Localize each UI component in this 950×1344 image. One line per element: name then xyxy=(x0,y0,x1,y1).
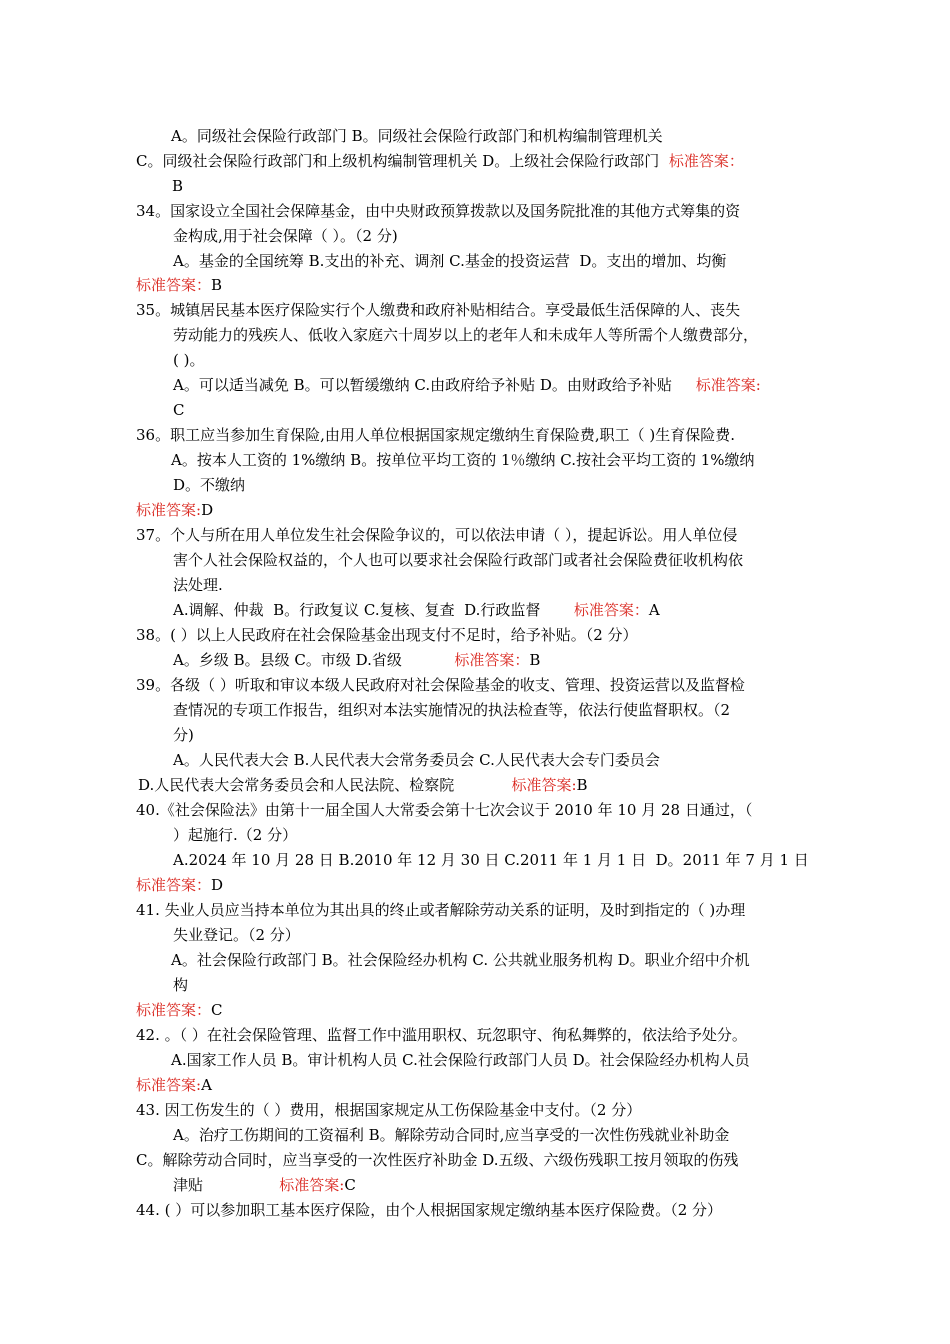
text-line xyxy=(171,950,750,970)
line-text: 42. 。（ ）在社会保险管理、监督工作中滥用职权、玩忽职守、徇私舞弊的，依法给予处分。 xyxy=(136,1026,747,1044)
text-line xyxy=(136,275,222,295)
answer-label: 标准答案： xyxy=(136,876,212,894)
text-line xyxy=(173,1175,356,1195)
text-line xyxy=(136,500,213,520)
text-line xyxy=(136,1100,641,1120)
text-line xyxy=(173,400,184,420)
line-text: D.人民代表大会常务委员会和人民法院、检察院 xyxy=(138,776,460,794)
text-line xyxy=(173,475,245,495)
text-line xyxy=(173,600,660,620)
line-text: A。人民代表大会 B.人民代表大会常务委员会 C.人民代表大会专门委员会 xyxy=(173,751,660,769)
line-text: 查情况的专项工作报告，组织对本法实施情况的执法检查等，依法行使监督职权。（2 xyxy=(173,701,731,719)
line-text: 41. 失业人员应当持本单位为其出具的终止或者解除劳动关系的证明，及时到指定的（ )办理 xyxy=(136,901,746,919)
text-line xyxy=(136,625,638,645)
answer-label: 标准答案： xyxy=(406,651,530,669)
text-line xyxy=(136,1025,747,1045)
text-line xyxy=(136,525,737,545)
line-text: A。可以适当减免 B。可以暂缓缴纳 C.由政府给予补贴 D。由财政给予补贴 xyxy=(173,376,677,394)
line-text: 34。国家设立全国社会保障基金，由中央财政预算拨款以及国务院批准的其他方式筹集的资 xyxy=(136,202,741,220)
text-line xyxy=(136,1200,722,1220)
text-line xyxy=(136,1150,739,1170)
text-line xyxy=(173,251,726,271)
line-text: 38。( ）以上人民政府在社会保险基金出现支付不足时，给予补贴。（2 分） xyxy=(136,626,638,644)
text-line xyxy=(136,425,735,445)
text-line xyxy=(136,151,744,171)
line-text: B xyxy=(529,651,541,669)
text-line xyxy=(136,300,740,320)
line-text: 失业登记。（2 分） xyxy=(173,926,300,944)
line-text: A。同级社会保险行政部门 B。同级社会保险行政部门和机构编制管理机关 xyxy=(171,127,663,145)
line-text: ）起施行.（2 分） xyxy=(173,826,298,844)
text-line xyxy=(173,575,223,595)
line-text: C。解除劳动合同时，应当享受的一次性医疗补助金 D.五级、六级伤残职工按月领取的伤残 xyxy=(136,1151,739,1169)
line-text: 分) xyxy=(173,726,194,744)
text-line xyxy=(173,325,758,345)
line-text: 法处理. xyxy=(173,576,223,594)
text-line xyxy=(173,975,188,995)
line-text: C xyxy=(344,1176,356,1194)
text-line xyxy=(173,226,398,246)
line-text: 44. ( ）可以参加职工基本医疗保险，由个人根据国家规定缴纳基本医疗保险费。（2 分） xyxy=(136,1201,723,1219)
text-line xyxy=(136,1000,223,1020)
line-text: 津贴 xyxy=(173,1176,208,1194)
answer-label: 标准答案： xyxy=(136,1001,212,1019)
line-text: A xyxy=(648,601,660,619)
line-text: C xyxy=(173,401,185,419)
text-line xyxy=(171,450,755,470)
line-text: ( )。 xyxy=(173,351,205,369)
line-text: A.国家工作人员 B。审计机构人员 C.社会保险行政部门人员 D。社会保险经办机构人员 xyxy=(171,1051,750,1069)
answer-label: 标准答案: xyxy=(459,776,577,794)
answer-label: 标准答案： xyxy=(136,276,212,294)
line-text: 43. 因工伤发生的（ ）费用，根据国家规定从工伤保险基金中支付。（2 分） xyxy=(136,1101,642,1119)
text-line xyxy=(172,176,183,196)
line-text: B xyxy=(211,276,223,294)
text-line xyxy=(173,725,194,745)
text-line xyxy=(136,201,740,221)
text-line xyxy=(173,850,809,870)
line-text: 构 xyxy=(173,976,189,994)
line-text: 35。城镇居民基本医疗保险实行个人缴费和政府补贴相结合。享受最低生活保障的人、丧失 xyxy=(136,301,741,319)
line-text: D。不缴纳 xyxy=(173,476,246,494)
line-text: C。同级社会保险行政部门和上级机构编制管理机关 D。上级社会保险行政部门 xyxy=(136,152,665,170)
answer-label: 标准答案: xyxy=(207,1176,345,1194)
line-text: 39。各级（ ）听取和审议本级人民政府对社会保险基金的收支、管理、投资运营以及监督检 xyxy=(136,676,745,694)
text-line xyxy=(173,925,300,945)
line-text: A.调解、仲裁 B。行政复议 C.复核、复查 D.行政监督 xyxy=(173,601,546,619)
text-line xyxy=(136,800,752,820)
line-text: B xyxy=(576,776,588,794)
line-text: C xyxy=(211,1001,223,1019)
line-text: 金构成,用于社会保障（ ）。（2 分) xyxy=(173,227,398,245)
text-line xyxy=(136,1075,212,1095)
answer-label: 标准答案: xyxy=(136,1076,202,1094)
line-text: A。治疗工伤期间的工资福利 B。解除劳动合同时,应当享受的一次性伤残就业补助金 xyxy=(173,1126,730,1144)
line-text: 害个人社会保险权益的，个人也可以要求社会保险行政部门或者社会保险费征收机构依 xyxy=(173,551,744,569)
text-line xyxy=(136,900,745,920)
answer-label: 标准答案: xyxy=(676,376,761,394)
text-line xyxy=(173,650,540,670)
line-text: A。按本人工资的 1%缴纳 B。按单位平均工资的 1％缴纳 C.按社会平均工资的 1%缴纳 xyxy=(171,451,755,469)
line-text: A.2024 年 10 月 28 日 B.2010 年 12 月 30 日 C.2011 年 1 月 1 日 D。2011 年 7 月 1 日 xyxy=(173,851,809,869)
line-text: 40.《社会保险法》由第十一届全国人大常委会第十七次会议于 2010 年 10 月 28 日通过，（ xyxy=(136,801,753,819)
text-line xyxy=(171,1050,750,1070)
text-line xyxy=(136,875,223,895)
line-text: B xyxy=(172,177,184,195)
line-text: 37。个人与所在用人单位发生社会保险争议的，可以依法申请（ ），提起诉讼。用人单位侵 xyxy=(136,526,738,544)
answer-label: 标准答案： xyxy=(664,152,744,170)
answer-label: 标准答案： xyxy=(545,601,649,619)
line-text: D xyxy=(201,501,214,519)
text-line xyxy=(173,700,730,720)
text-line xyxy=(173,550,743,570)
line-text: 劳动能力的残疾人、低收入家庭六十周岁以上的老年人和未成年人等所需个人缴费部分， xyxy=(173,326,759,344)
answer-label: 标准答案: xyxy=(136,501,202,519)
text-line xyxy=(173,750,660,770)
text-line xyxy=(173,825,297,845)
line-text: A。社会保险行政部门 B。社会保险经办机构 C. 公共就业服务机构 D。职业介绍中介机 xyxy=(171,951,750,969)
line-text: D xyxy=(211,876,224,894)
line-text: 36。职工应当参加生育保险,由用人单位根据国家规定缴纳生育保险费,职工（ )生育保险费. xyxy=(136,426,736,444)
line-text: A。基金的全国统筹 B.支出的补充、调剂 C.基金的投资运营 D。支出的增加、均衡 xyxy=(173,252,727,270)
text-line xyxy=(171,126,663,146)
line-text: A。乡级 B。县级 C。市级 D.省级 xyxy=(173,651,407,669)
text-line xyxy=(173,350,204,370)
line-text: A xyxy=(201,1076,212,1094)
text-line xyxy=(173,1125,729,1145)
text-line xyxy=(136,675,745,695)
text-line xyxy=(138,775,588,795)
text-line xyxy=(173,375,761,395)
